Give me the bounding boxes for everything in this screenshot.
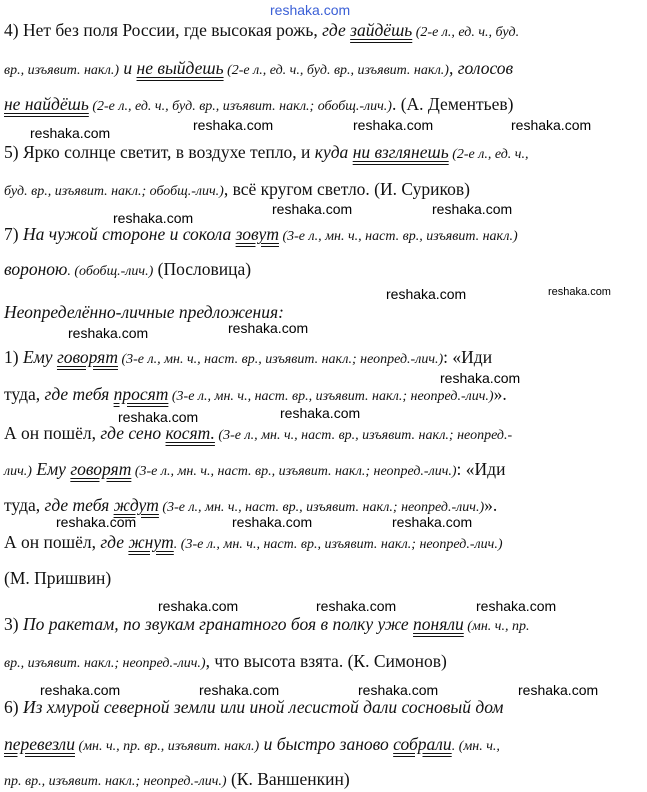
watermark: reshaka.com [316, 598, 397, 614]
example-3-line-1: 3) По ракетам, по звукам гранатного боя в полку уже поняли (мн. ч., пр. [4, 614, 530, 634]
predicate: не найдёшь [4, 94, 89, 114]
watermark: reshaka.com [158, 598, 239, 614]
predicate: жнут [128, 532, 174, 552]
sentence-5-line-2: буд. вр., изъявит. накл.; обобщ.-лич.), всё кругом светло. (И. Суриков) [4, 179, 470, 199]
watermark: reshaka.com [40, 682, 121, 698]
watermark: reshaka.com [56, 514, 137, 530]
predicate: просят [113, 384, 169, 404]
watermark: reshaka.com [432, 201, 513, 217]
sentence-7-line-1: 7) На чужой стороне и сокола зовут (3-е л., мн. ч., наст. вр., изъявит. накл.) [4, 224, 518, 244]
predicate: говорят [70, 459, 132, 479]
watermark: reshaka.com [272, 201, 353, 217]
example-6-line-3: пр. вр., изъявит. накл.; неопред.-лич.) (К. Ваншенкин) [4, 769, 350, 789]
predicate: зайдёшь [350, 20, 413, 40]
sentence-5-line-1: 5) Ярко солнце светит, в воздухе тепло, и куда ни взглянешь (2-е л., ед. ч., [4, 142, 529, 162]
watermark: reshaka.com [68, 325, 149, 341]
watermark-top: reshaka.com [270, 2, 351, 18]
predicate: косят. [165, 423, 215, 443]
example-1-line-3: А он пошёл, где сено косят. (3-е л., мн. ч., наст. вр., изъявит. накл.; неопред.- [4, 423, 513, 443]
predicate: собрали [393, 734, 452, 754]
watermark: reshaka.com [476, 598, 557, 614]
watermark: reshaka.com [30, 125, 111, 141]
sentence-4-line-3: не найдёшь (2-е л., ед. ч., буд. вр., изъявит. накл.; обобщ.-лич.). (А. Дементьев) [4, 94, 514, 114]
sentence-4-line-1: 4) Нет без поля России, где высокая рожь, где зайдёшь (2-е л., ед. ч., буд. [4, 20, 520, 40]
example-6-line-2: перевезли (мн. ч., пр. вр., изъявит. накл.) и быстро заново собрали. (мн. ч., [4, 734, 500, 754]
example-1-author: (М. Пришвин) [4, 568, 112, 588]
predicate: поняли [413, 614, 464, 634]
watermark: reshaka.com [358, 682, 439, 698]
watermark: reshaka.com [548, 286, 611, 298]
example-1-line-5: туда, где тебя ждут (3-е л., мн. ч., наст. вр., изъявит. накл.; неопред.-лич.)». [4, 495, 498, 515]
watermark: reshaka.com [511, 117, 592, 133]
watermark: reshaka.com [353, 117, 434, 133]
example-1-line-6: А он пошёл, где жнут. (3-е л., мн. ч., наст. вр., изъявит. накл.; неопред.-лич.) [4, 532, 503, 552]
predicate: ждут [113, 495, 159, 515]
watermark: reshaka.com [113, 210, 194, 226]
section-heading: Неопределённо-личные предложения: [4, 302, 284, 322]
watermark: reshaka.com [518, 682, 599, 698]
predicate: зовут [235, 224, 279, 244]
example-3-line-2: вр., изъявит. накл.; неопред.-лич.), что высота взята. (К. Симонов) [4, 651, 447, 671]
watermark: reshaka.com [392, 514, 473, 530]
watermark: reshaka.com [118, 409, 199, 425]
predicate: ни взглянешь [352, 142, 449, 162]
sentence-7-line-2: вороною. (обобщ.-лич.) (Пословица) [4, 259, 252, 279]
watermark: reshaka.com [232, 514, 313, 530]
example-1-line-2: туда, где тебя просят (3-е л., мн. ч., наст. вр., изъявит. накл.; неопред.-лич.)». [4, 384, 507, 404]
watermark: reshaka.com [280, 405, 361, 421]
predicate: перевезли [4, 734, 75, 754]
predicate: не выйдешь [136, 58, 224, 78]
watermark: reshaka.com [228, 320, 309, 336]
sentence-4-line-2: вр., изъявит. накл.) и не выйдешь (2-е л., ед. ч., буд. вр., изъявит. накл.), голосов [4, 58, 514, 78]
example-6-line-1: 6) Из хмурой северной земли или иной лесистой дали сосновый дом [4, 697, 504, 717]
watermark: reshaka.com [199, 682, 280, 698]
predicate: говорят [56, 347, 118, 367]
watermark: reshaka.com [440, 370, 521, 386]
watermark: reshaka.com [386, 286, 467, 302]
example-1-line-1: 1) Ему говорят (3-е л., мн. ч., наст. вр., изъявит. накл.; неопред.-лич.): «Иди [4, 347, 493, 367]
watermark: reshaka.com [193, 117, 274, 133]
example-1-line-4: лич.) Ему говорят (3-е л., мн. ч., наст. вр., изъявит. накл.; неопред.-лич.): «Иди [4, 459, 506, 479]
